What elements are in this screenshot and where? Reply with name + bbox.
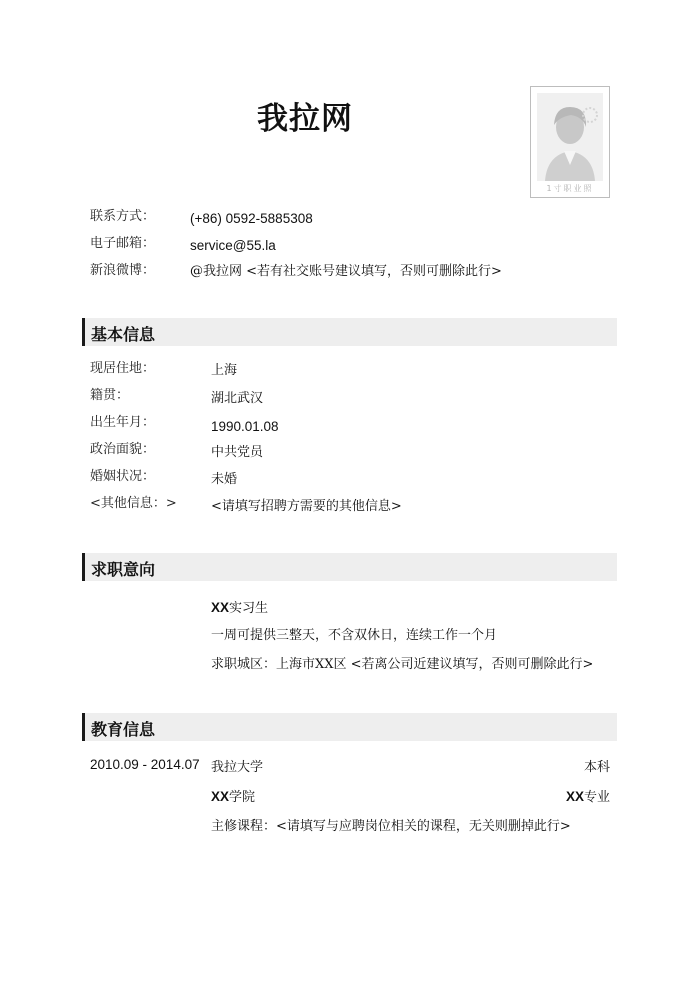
section-job-intent-heading: 求职意向 (91, 560, 156, 579)
education-school: 我拉大学 (211, 760, 264, 775)
education-major (566, 789, 610, 806)
contact-email-label: 电子邮箱： (90, 236, 156, 251)
photo-caption: 1寸职业照 (546, 184, 594, 193)
profile-photo (530, 86, 610, 198)
education-college (211, 789, 255, 806)
intent-position (211, 600, 268, 617)
section-basic-info (82, 318, 617, 346)
intent-position-title: 实习生 (229, 601, 269, 616)
basic-marital-value: 未婚 (211, 472, 238, 487)
education-college-prefix: XX (211, 789, 230, 804)
intent-location: 求职城区：上海市XX区 <若离公司近建议填写，否则可删除此行> (211, 657, 594, 672)
contact-phone-value: (+86) 0592-5885308 (190, 211, 313, 226)
basic-marital-label: 婚姻状况： (90, 469, 156, 484)
section-job-intent (82, 553, 617, 581)
basic-residence-value: 上海 (211, 363, 238, 378)
contact-phone-label: 联系方式： (90, 209, 156, 224)
contact-email-value: service@55.la (190, 238, 276, 253)
section-education-heading: 教育信息 (91, 720, 156, 739)
basic-birth-value: 1990.01.08 (211, 419, 279, 434)
avatar-placeholder (537, 93, 603, 181)
education-degree: 本科 (583, 760, 610, 775)
education-major-name: 专业 (583, 790, 610, 805)
basic-hometown-label: 籍贯： (90, 388, 130, 403)
education-major-prefix: XX (565, 789, 584, 804)
contact-weibo-label: 新浪微博： (90, 263, 156, 278)
education-college-name: 学院 (229, 790, 256, 805)
basic-political-value: 中共党员 (211, 445, 264, 460)
basic-hometown-value: 湖北武汉 (211, 391, 264, 406)
basic-residence-label: 现居住地： (90, 361, 156, 376)
section-basic-info-heading: 基本信息 (91, 325, 156, 344)
contact-weibo-value: @我拉网 <若有社交账号建议填写，否则可删除此行> (190, 264, 502, 279)
resume-name: 我拉网 (257, 101, 353, 137)
basic-political-label: 政治面貌： (90, 442, 156, 457)
intent-availability: 一周可提供三整天，不含双休日，连续工作一个月 (211, 628, 498, 643)
education-courses: 主修课程：<请填写与应聘岗位相关的课程，无关则删掉此行> (211, 819, 571, 834)
basic-birth-label: 出生年月： (90, 415, 156, 430)
basic-other-label: <其他信息：> (90, 496, 177, 511)
basic-other-value: <请填写招聘方需要的其他信息> (211, 499, 402, 514)
section-education (82, 713, 617, 741)
person-silhouette-icon (537, 93, 603, 181)
intent-position-prefix: XX (211, 600, 230, 615)
education-period: 2010.09 - 2014.07 (90, 757, 200, 772)
